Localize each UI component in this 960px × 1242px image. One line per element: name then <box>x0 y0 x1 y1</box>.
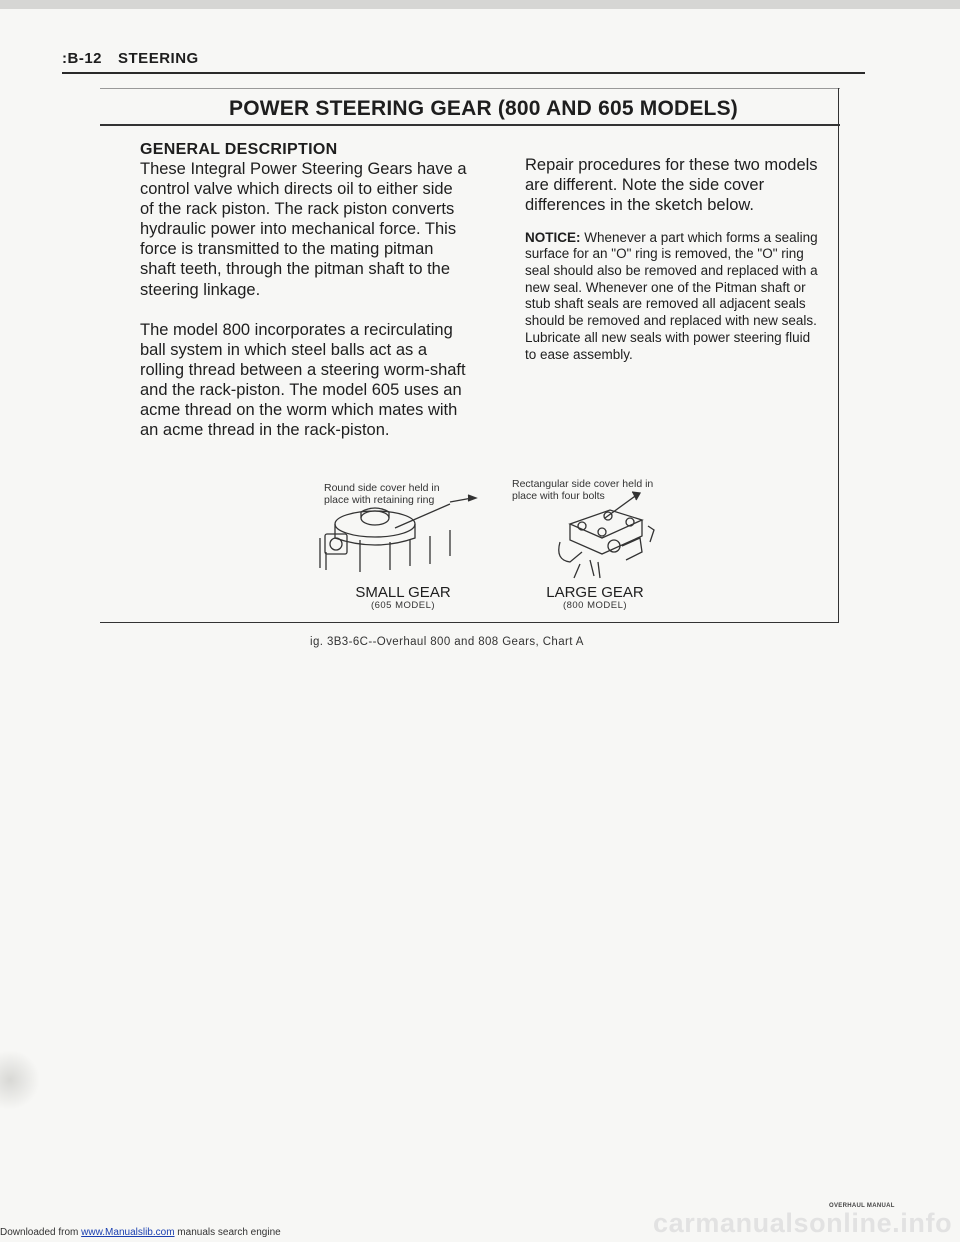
small-callout-line-2: place with retaining ring <box>324 494 435 506</box>
description-paragraph-1: These Integral Power Steering Gears have a control valve which directs oil to either side of the rack piston. The rack piston converts hydraulic power into mechanical force. This force is transmitted to the mating pitman shaft teeth, through the pitman shaft to the steering linkage. <box>140 160 467 299</box>
box-title: POWER STEERING GEAR (800 AND 605 MODELS) <box>229 97 738 120</box>
small-gear-model: (605 MODEL) <box>370 600 436 611</box>
small-gear-sketch <box>300 490 490 582</box>
small-gear-title: SMALL GEAR <box>355 584 451 601</box>
small-callout-line-1: Round side cover held in <box>324 482 440 494</box>
right-column <box>525 155 825 377</box>
large-gear-model: (800 MODEL) <box>562 600 628 611</box>
general-description-heading: GENERAL DESCRIPTION <box>140 141 338 158</box>
manualslib-link[interactable]: www.Manualslib.com <box>81 1227 175 1238</box>
footer-tail-text: manuals search engine <box>174 1227 281 1238</box>
overhaul-manual-stamp: OVERHAUL MANUAL <box>829 1203 895 1209</box>
header-rule <box>62 72 865 74</box>
notice-text: Whenever a part which forms a sealing surface for an "O" ring is removed, the "O" ring seal should also be removed and replaced with a new seal. Whenever one of the Pitman shaft or stub shaft seals are removed all adjacent seals should be removed and replaced with new seals. Lubricate all new seals with power steering fluid to ease assembly. <box>525 229 818 362</box>
scan-smudge <box>0 1050 40 1110</box>
scan-top-band <box>0 0 960 9</box>
figure-caption: ig. 3B3-6C--Overhaul 800 and 808 Gears, Chart A <box>310 636 584 648</box>
page-header <box>62 50 199 67</box>
repair-paragraph: Repair procedures for these two models are different. Note the side cover differences in the sketch below. <box>525 156 818 215</box>
download-footer <box>0 1227 281 1238</box>
section-title: STEERING <box>118 50 199 67</box>
notice-label: NOTICE: <box>525 229 581 245</box>
page-number: :B-12 <box>62 50 103 67</box>
large-gear-title: LARGE GEAR <box>546 584 644 601</box>
footer-downloaded-text: Downloaded from <box>0 1227 79 1238</box>
large-gear-sketch <box>530 490 690 590</box>
left-column <box>140 140 470 440</box>
notice-paragraph <box>525 230 825 364</box>
box-title-rule <box>100 124 840 126</box>
large-callout-line-2: place with four bolts <box>512 490 605 502</box>
description-paragraph-2: The model 800 incorporates a recirculating ball system in which steel balls act as a rolling thread between a steering worm-shaft and the rack-piston. The model 605 uses an acme thread on the worm which mates with an acme thread in the rack-piston. <box>140 320 466 440</box>
large-callout-line-1: Rectangular side cover held in <box>512 478 654 490</box>
site-watermark: carmanualsonline.info <box>653 1208 953 1238</box>
